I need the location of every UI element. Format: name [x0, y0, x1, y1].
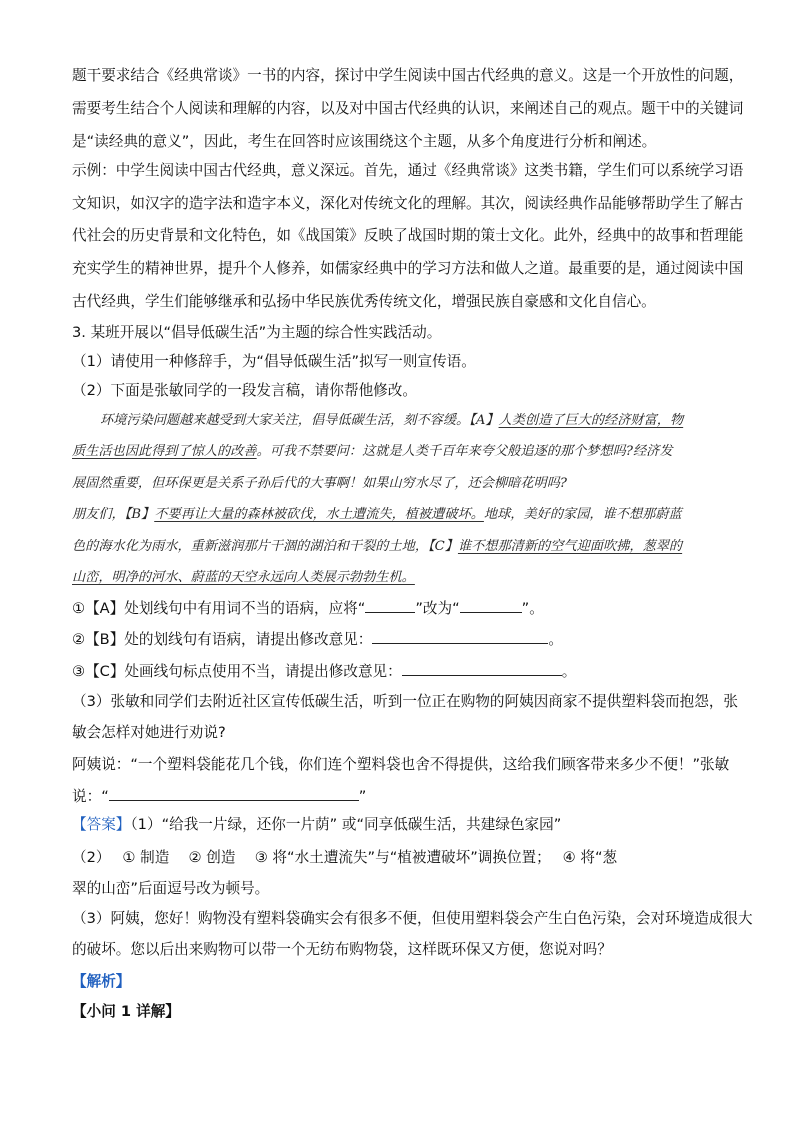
- speech-line-1: [100, 412, 750, 430]
- answer-tag: 【答案】: [72, 816, 131, 833]
- answer-text: （1）“给我一片绿，还你一片荫” 或“同享低碳生活，共建绿色家园”: [130, 816, 562, 833]
- answer-blank[interactable]: [460, 598, 522, 613]
- underlined-sentence-a: 质生活也因此得到了惊人的改善: [72, 444, 257, 459]
- sub-question-3: [72, 786, 722, 807]
- answer-line-4: （3）阿姨，您好！购物没有塑料袋确实会有很多不便，但使用塑料袋会产生白色污染，会对环境造成很大: [72, 910, 753, 927]
- speech-text: 地球，美好的家园，谁不想那蔚蓝: [483, 507, 682, 522]
- underlined-sentence-c: 山峦，明净的河水、蔚蓝的天空永远向人类展示勃勃生机。: [72, 570, 415, 585]
- speech-line-5: [72, 538, 722, 556]
- item-text: ”改为“: [415, 600, 460, 617]
- speech-line-4: [72, 506, 722, 524]
- speech-line-6: [72, 569, 722, 587]
- speech-text: 环境污染问题越来越受到大家关注，倡导低碳生活，刻不容缓。【A】: [100, 413, 499, 428]
- answer-blank[interactable]: [372, 629, 548, 644]
- item-text: ②【B】处的划线句有语病，请提出修改意见：: [72, 631, 373, 648]
- underlined-sentence-a: 人类创造了巨大的经济财富，物: [498, 413, 684, 428]
- underlined-sentence-c: 谁不想那清新的空气迎面吹拂，葱翠的: [457, 539, 683, 554]
- analysis-prev-line: 题干要求结合《经典常谈》一书的内容，探讨中学生阅读中国古代经典的意义。这是一个开放性的问题，: [72, 67, 744, 84]
- sub-question-3: 阿姨说：“一个塑料袋能花几个钱，你们连个塑料袋也舍不得提供，这给我们顾客带来多少不便！”张敏: [72, 756, 730, 773]
- answer-line-3: 翠的山峦”后面逗号改为顿号。: [72, 880, 270, 897]
- sub-question-1: （1）请使用一种修辞手，为“倡导低碳生活”拟写一则宣传语。: [72, 353, 476, 370]
- answer-blank[interactable]: [365, 598, 415, 613]
- example-line: 代社会的历史背景和文化特色，如《战国策》反映了战国时期的策士文化。此外，经典中的故事和哲理能: [72, 227, 744, 244]
- analysis-tag: 【解析】: [72, 973, 131, 990]
- question-stem: 3. 某班开展以“倡导低碳生活”为主题的综合性实践活动。: [72, 324, 442, 341]
- sub-question-3: （3）张敏和同学们去附近社区宣传低碳生活，听到一位正在购物的阿姨因商家不提供塑料袋而抱怨，张: [72, 693, 739, 710]
- underlined-sentence-b: 不要再让大量的森林被砍伐，水土遭流失，植被遭破坏。: [154, 507, 484, 522]
- answer-line-5: 的破坏。您以后出来购物可以带一个无纺布购物袋，这样既环保又方便，您说对吗？: [72, 941, 612, 958]
- answer-blank[interactable]: [109, 786, 359, 801]
- speech-line-2: [72, 443, 722, 461]
- item-text: ”。: [521, 600, 544, 617]
- sub-question-2: （2）下面是张敏同学的一段发言稿，请你帮他修改。: [72, 382, 417, 399]
- example-line: 文知识，如汉字的造字法和造字本义，深化对传统文化的理解。其次，阅读经典作品能够帮助学生了解古: [72, 195, 744, 212]
- item-text: 说：“: [72, 788, 109, 805]
- speech-text: 色的海水化为雨水，重新滋润那片干涸的湖泊和干裂的土地，【C】: [72, 539, 458, 554]
- item-text: ①【A】处划线句中有用词不当的语病，应将“: [72, 600, 366, 617]
- sub-question-3: 敏会怎样对她进行劝说?: [72, 724, 226, 741]
- item-text: ③【C】处画线句标点使用不当，请提出修改意见：: [72, 663, 402, 680]
- example-line: 古代经典，学生们能够继承和弘扬中华民族优秀传统文化，增强民族自豪感和文化自信心。: [72, 293, 656, 310]
- answer-line-1: [72, 815, 722, 835]
- item-text: ”: [358, 788, 367, 805]
- speech-text: 朋友们，【B】: [72, 507, 155, 522]
- answer-blank[interactable]: [402, 661, 562, 676]
- analysis-prev-line: 需要考生结合个人阅读和理解的内容，以及对中国古代经典的认识，来阐述自己的观点。题干中的关键词: [72, 100, 744, 117]
- example-line: 充实学生的精神世界，提升个人修养，如儒家经典中的学习方法和做人之道。最重要的是，通过阅读中国: [72, 260, 744, 277]
- item-2: [72, 629, 722, 650]
- example-line: 示例：中学生阅读中国古代经典，意义深远。首先，通过《经典常谈》这类书籍，学生们可以系统学习语: [72, 162, 744, 179]
- speech-text: 。可我不禁要问：这就是人类千百年来夸父般追逐的那个梦想吗?经济发: [256, 444, 673, 459]
- item-text: 。: [548, 631, 563, 648]
- speech-line-3: 展固然重要，但环保更是关系子孙后代的大事啊！如果山穷水尽了，还会柳暗花明吗?: [72, 476, 568, 491]
- item-text: 。: [561, 663, 577, 680]
- item-1: [72, 598, 722, 619]
- item-3: [72, 661, 722, 682]
- analysis-sub-heading: 【小问 1 详解】: [72, 1003, 180, 1020]
- answer-line-2: （2） ① 制造 ② 创造 ③ 将“水土遭流失”与“植被遭破坏”调换位置； ④ 将“葱: [72, 849, 618, 866]
- analysis-prev-line: 是“读经典的意义”，因此，考生在回答时应该围绕这个主题，从多个角度进行分析和阐述。: [72, 133, 657, 150]
